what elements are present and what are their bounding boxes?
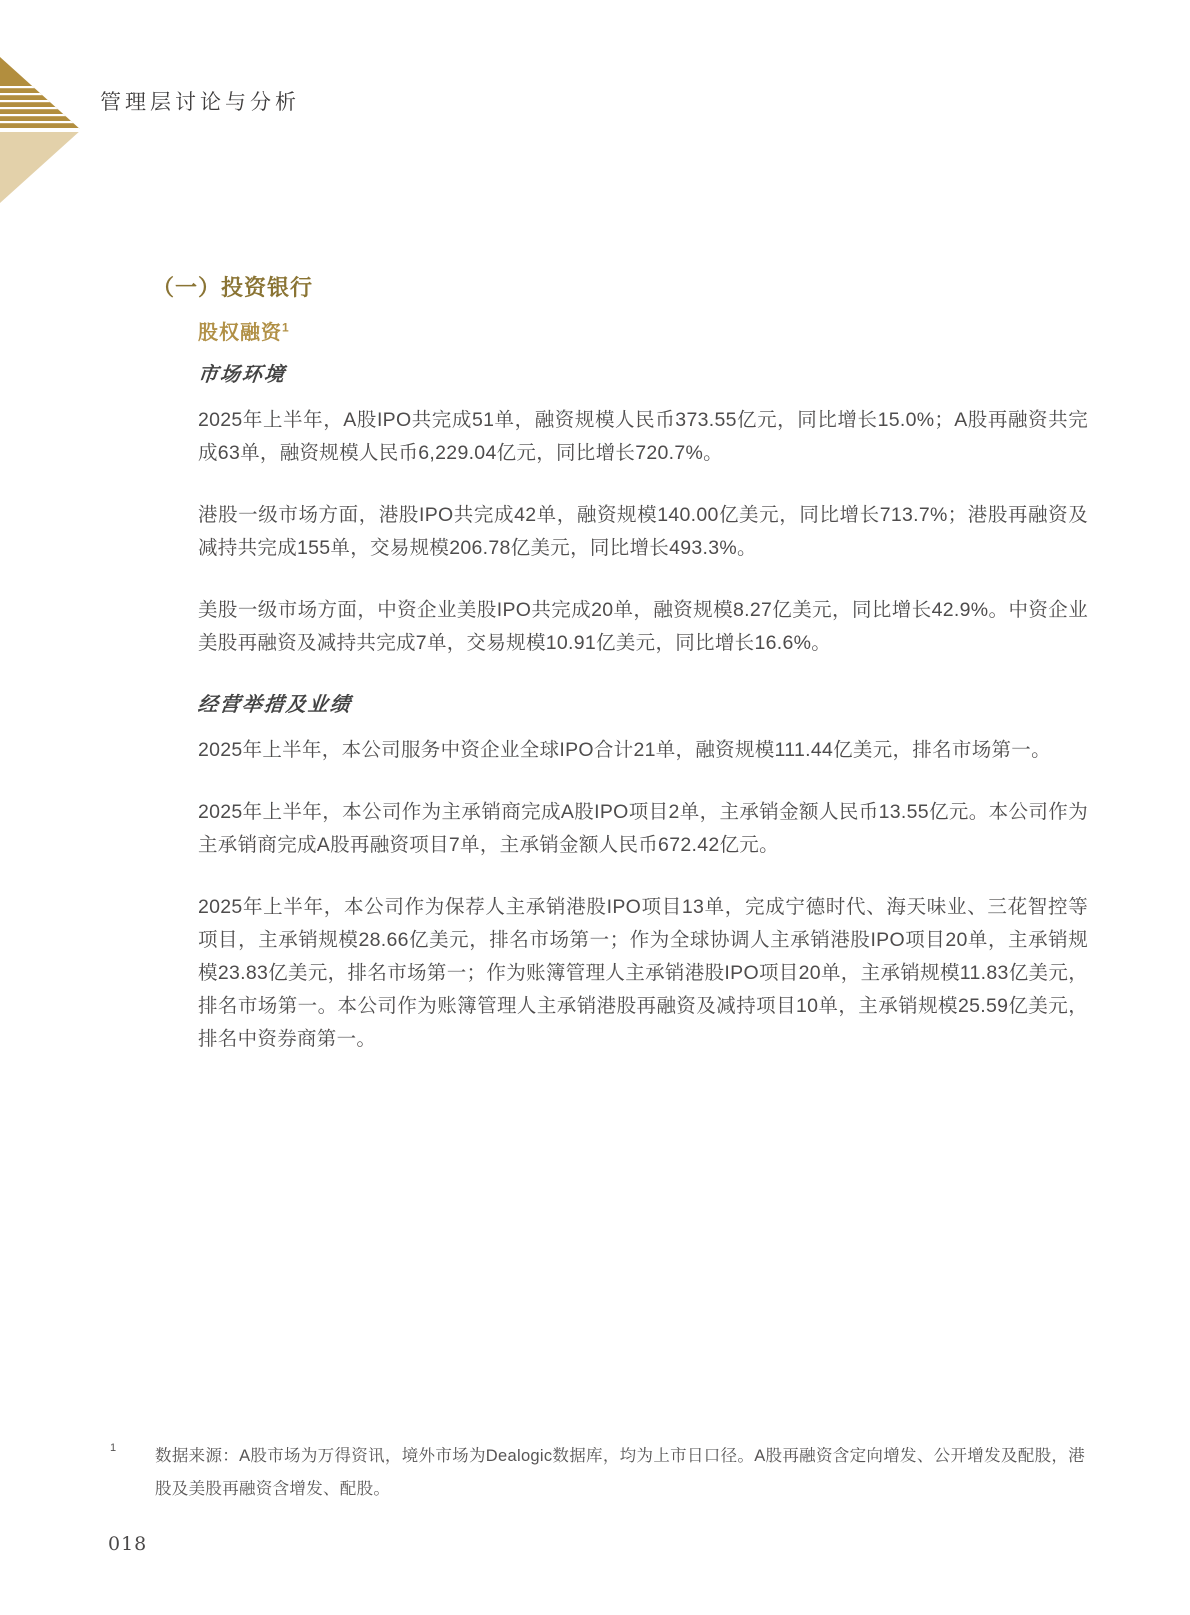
- section-body: [198, 319, 1088, 1056]
- footnote-reference: 1: [282, 320, 290, 335]
- striped-triangle-logo: [0, 57, 81, 203]
- footnote-text: 数据来源：A股市场为万得资讯，境外市场为Dealogic数据库，均为上市日口径。A股再融资含定向增发、公开增发及配股，港股及美股再融资含增发、配股。: [155, 1447, 1085, 1498]
- footnote-marker: 1: [110, 1442, 117, 1454]
- operations-heading-text: 经营举措及业绩: [196, 692, 354, 716]
- paragraph-a-share-market: 2025年上半年，A股IPO共完成51单，融资规模人民币373.55亿元，同比增长15.0%；A股再融资共完成63单，融资规模人民币6,229.04亿元，同比增长720.7%。: [198, 409, 1088, 464]
- paragraph-us-market: 美股一级市场方面，中资企业美股IPO共完成20单，融资规模8.27亿美元，同比增长42.9%。中资企业美股再融资及减持共完成7单，交易规模10.91亿美元，同比增长16.6%。: [198, 599, 1088, 654]
- market-environment-heading: [198, 359, 1088, 389]
- subsection-title-text: 股权融资: [198, 322, 282, 344]
- operations-heading: [198, 689, 1088, 719]
- paragraph-global-ipo: 2025年上半年，本公司服务中资企业全球IPO合计21单，融资规模111.44亿美元，排名市场第一。: [198, 739, 1051, 761]
- paragraph-hk-underwriting: 2025年上半年，本公司作为保荐人主承销港股IPO项目13单，完成宁德时代、海天味业、三花智控等项目，主承销规模28.66亿美元，排名市场第一；作为全球协调人主承销港股IPO项目20单，主承销规模23.83亿美元，排名市场第一；作为账簿管理人主承销港股IPO项目20单，主承销规模11.83亿美元，排名市场第一。本公司作为账簿管理人主承销港股再融资及减持项目10单，主承销规模25.59亿美元，排名中资券商第一。: [198, 896, 1088, 1050]
- page-header-title: 管理层讨论与分析: [100, 90, 300, 114]
- main-content: [152, 273, 1090, 1085]
- section-title: （一）投资银行: [152, 275, 314, 300]
- footnote: [108, 1440, 1093, 1506]
- page-number: 018: [108, 1533, 148, 1555]
- paragraph-hk-market: 港股一级市场方面，港股IPO共完成42单，融资规模140.00亿美元，同比增长713.7%；港股再融资及减持共完成155单，交易规模206.78亿美元，同比增长493.3%。: [198, 504, 1088, 559]
- subsection-title: [198, 319, 1088, 347]
- market-environment-heading-text: 市场环境: [196, 362, 288, 386]
- paragraph-a-share-underwriting: 2025年上半年，本公司作为主承销商完成A股IPO项目2单，主承销金额人民币13.55亿元。本公司作为主承销商完成A股再融资项目7单，主承销金额人民币672.42亿元。: [198, 801, 1088, 856]
